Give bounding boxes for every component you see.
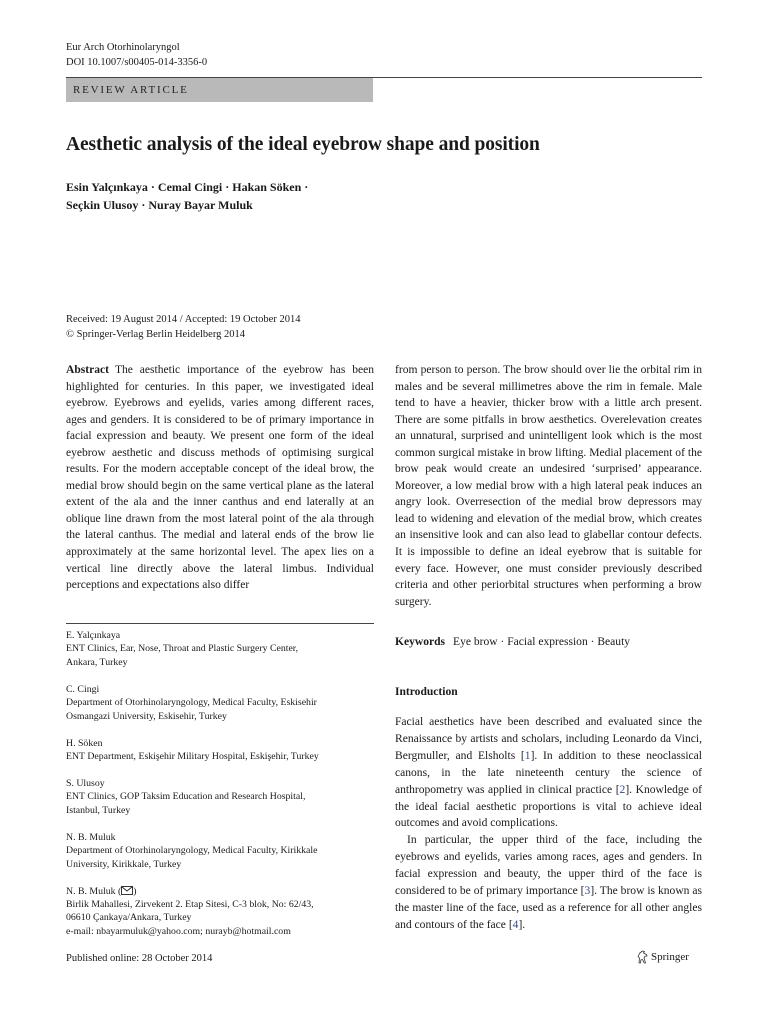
author-line-1: Esin Yalçınkaya · Cemal Cingi · Hakan Söken ·: [66, 180, 309, 194]
journal-name: Eur Arch Otorhinolaryngol: [66, 42, 180, 53]
abstract-left: [66, 362, 374, 594]
intro-text: Facial aesthetics have been described and evaluated since the Renaissance by artists and scholars, including Leonardo da Vinci, Bergmuller, and Elsholts [: [395, 716, 702, 762]
copyright: © Springer-Verlag Berlin Heidelberg 2014: [66, 328, 246, 340]
intro-text: In particular, the upper third of the face, including the eyebrows and eyelids, varies among races, ages and genders. In facial expression and beauty, the upper third of the face is considered to be of primary importance [: [395, 834, 702, 898]
affiliation-rule: [66, 623, 374, 624]
springer-horse-logo-icon: [637, 950, 648, 964]
affiliation-name: H. Söken: [66, 737, 103, 749]
keywords-label: Keywords: [395, 636, 446, 648]
citation-link[interactable]: 4: [512, 918, 519, 931]
author-line-2: Seçkin Ulusoy · Nuray Bayar Muluk: [66, 198, 253, 212]
affiliations: [66, 629, 374, 952]
affiliation-name: S. Ulusoy: [66, 778, 105, 790]
affiliation-item: [66, 831, 374, 871]
author-list: [66, 178, 396, 214]
affiliation-line: ENT Clinics, GOP Taksim Education and Research Hospital,: [66, 791, 306, 803]
publication-dates: [66, 313, 300, 342]
keywords-text: Eye brow · Facial expression · Beauty: [453, 636, 631, 648]
introduction-heading: Introduction: [395, 686, 458, 698]
affiliation-line: Ankara, Turkey: [66, 656, 128, 668]
affiliation-line: Istanbul, Turkey: [66, 804, 131, 816]
published-online: Published online: 28 October 2014: [66, 953, 213, 964]
journal-info: [66, 40, 207, 70]
affiliation-line: Department of Otorhinolaryngology, Medical Faculty, Eskisehir: [66, 697, 317, 709]
affiliation-name: E. Yalçınkaya: [66, 630, 121, 641]
intro-paragraph-1: [395, 714, 702, 832]
corresponding-name-close: ): [133, 885, 137, 897]
abstract-label: Abstract: [66, 364, 109, 376]
affiliation-item: [66, 777, 374, 817]
email[interactable]: e-mail: nbayarmuluk@yahoo.com; nurayb@hotmail.com: [66, 925, 291, 937]
doi[interactable]: DOI 10.1007/s00405-014-3356-0: [66, 57, 208, 68]
intro-text: ]. The brow is known as the master line of the face, used as a reference for all other angles and contours of the face [: [395, 885, 702, 931]
affiliation-line: ENT Clinics, Ear, Nose, Throat and Plastic Surgery Center,: [66, 643, 299, 655]
affiliation-item: [66, 737, 374, 764]
citation-link[interactable]: 3: [584, 885, 591, 898]
affiliation-line: Department of Otorhinolaryngology, Medical Faculty, Kirikkale: [66, 845, 318, 857]
received-accepted: Received: 19 August 2014 / Accepted: 19 October 2014: [66, 314, 301, 325]
address-line: Birlik Mahallesi, Zirvekent 2. Etap Sitesi, C-3 blok, No: 62/43,: [66, 899, 314, 911]
intro-paragraph-2: [395, 832, 702, 933]
affiliation-item: [66, 629, 374, 669]
publisher-name: Springer: [651, 951, 689, 963]
left-column: [66, 362, 374, 594]
article-type-banner: REVIEW ARTICLE: [66, 78, 373, 102]
publisher-logo: [637, 950, 689, 964]
citation-link[interactable]: 2: [619, 783, 626, 796]
abstract-text-left: The aesthetic importance of the eyebrow has been highlighted for centuries. In this paper, we investigated ideal eyebrow. Eyebrows and eyelids, varies among different races, ages and genders. It is considered to be of primary importance in facial expression and beauty. We present one form of the ideal eyebrow aesthetic and discuss methods of optimising surgical results. For the modern acceptable concept of the ideal brow, the medial brow should begin on the same vertical plane as the lateral extent of the ala and the inner canthus and end laterally at an oblique line drawn from the most lateral point of the ala through the lateral canthus. The medial and lateral ends of the brow lie approximately at the same horizontal level. The apex lies on a vertical line directly above the lateral limbus. Individual perceptions and expectations also differ: [66, 364, 374, 592]
affiliation-line: Osmangazi University, Eskisehir, Turkey: [66, 710, 227, 722]
intro-text: ].: [518, 918, 526, 931]
envelope-icon: [121, 886, 133, 895]
corresponding-name: N. B. Muluk (: [66, 885, 122, 897]
address-line: 06610 Çankaya/Ankara, Turkey: [66, 912, 192, 924]
citation-link[interactable]: 1: [524, 749, 531, 762]
affiliation-name: C. Cingi: [66, 683, 100, 695]
affiliation-name: N. B. Muluk: [66, 831, 116, 843]
keywords: [395, 636, 630, 648]
right-column: [395, 362, 702, 610]
corresponding-author: [66, 885, 374, 939]
affiliation-line: ENT Department, Eskişehir Military Hospital, Eskişehir, Turkey: [66, 751, 319, 763]
affiliation-line: University, Kirikkale, Turkey: [66, 858, 182, 870]
introduction-body: [395, 714, 702, 934]
article-title: Aesthetic analysis of the ideal eyebrow shape and position: [66, 134, 540, 155]
intro-text: ]. Knowledge of the ideal facial aesthetic proportions is vital to achieve ideal outcomes and avoid complications.: [395, 783, 702, 830]
intro-text: ]. In addition to these neoclassical canons, in the late nineteenth century the science of anthropometry was applied in clinical practice [: [395, 749, 702, 796]
affiliation-item: [66, 683, 374, 723]
corresponding-name-line: [66, 885, 374, 898]
abstract-text-right: from person to person. The brow should over lie the orbital rim in males and be several millimetres above the rim in female. Male tend to have a heavier, thicker brow with a little arch present. There are some pitfalls in brow aesthetics. Overelevation creates an unnatural, surprised and unintelligent look which is the most common surgical mistake in brow lifting. Medial placement of the brow peak would create an undesired ‘surprised’ appearance. Moreover, a low medial brow with a high lateral peak induces an angry look. Overresection of the medial brow depressors may lead to widening and elevation of the medial brow, which creates an insensitive look and can also lead to glabellar contour defects. It is impossible to define an ideal eyebrow that is suitable for every face. However, one must consider previously described criteria and other periorbital structures when performing a brow surgery.: [395, 364, 702, 608]
